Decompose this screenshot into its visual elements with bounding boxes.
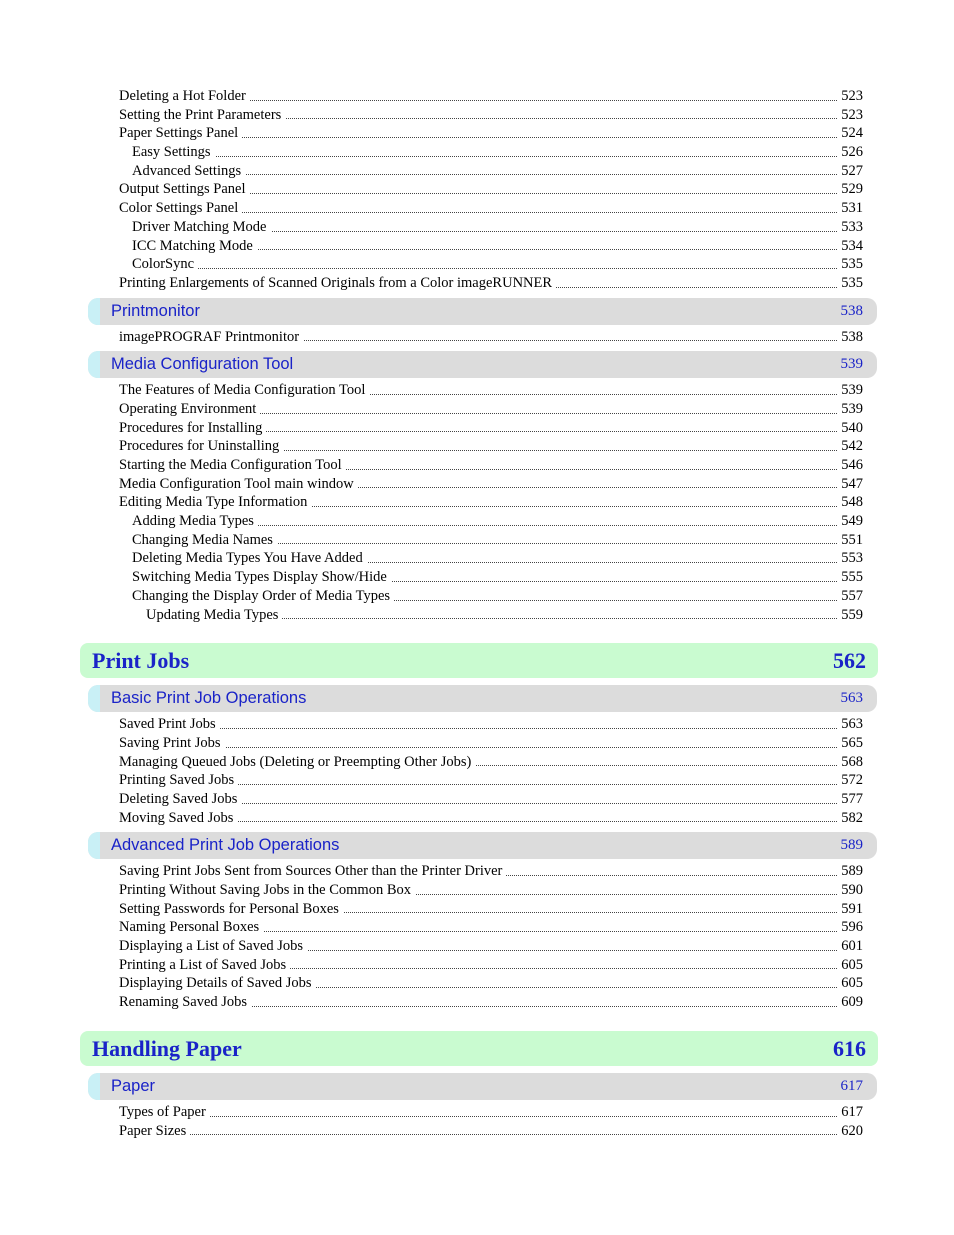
- toc-entry[interactable]: [119, 1122, 863, 1141]
- toc-entry[interactable]: [132, 237, 863, 256]
- toc-entry[interactable]: [119, 475, 863, 494]
- toc-entry[interactable]: [119, 771, 863, 790]
- toc-entry-title: ICC Matching Mode: [132, 238, 257, 254]
- toc-entry-page: 555: [837, 568, 863, 587]
- toc-entry-page: 620: [837, 1122, 863, 1141]
- toc-entry-page: 557: [837, 587, 863, 606]
- section-page: 538: [840, 302, 863, 319]
- toc-entry-page: 535: [837, 274, 863, 293]
- section-title: Paper: [111, 1076, 156, 1095]
- toc-entry-page: 539: [837, 381, 863, 400]
- section-title: Media Configuration Tool: [111, 355, 294, 374]
- toc-entry-page: 535: [837, 255, 863, 274]
- toc-entry[interactable]: [119, 274, 863, 293]
- toc-entry-title: Printing a List of Saved Jobs: [119, 957, 290, 973]
- toc-entry-title: Adding Media Types: [132, 513, 258, 529]
- toc-entry-page: 549: [837, 512, 863, 531]
- toc-entry[interactable]: [132, 255, 863, 274]
- toc-entry[interactable]: [132, 143, 863, 162]
- toc-entry-title: Naming Personal Boxes: [119, 919, 263, 935]
- toc-entry[interactable]: [119, 87, 863, 106]
- toc-entry[interactable]: [119, 381, 863, 400]
- toc-entry-title: Deleting Media Types You Have Added: [132, 550, 367, 566]
- toc-entry-page: 538: [837, 328, 863, 347]
- toc-entry[interactable]: [119, 974, 863, 993]
- toc-entry[interactable]: [132, 218, 863, 237]
- toc-entry[interactable]: [119, 180, 863, 199]
- toc-entry[interactable]: [119, 419, 863, 438]
- toc-entry-page: 601: [837, 937, 863, 956]
- section-page: 563: [840, 690, 863, 707]
- toc-entry[interactable]: [132, 587, 863, 606]
- chapter-title: Handling Paper: [92, 1035, 242, 1061]
- toc-entry-title: Media Configuration Tool main window: [119, 476, 358, 492]
- toc-entry-title: Changing Media Names: [132, 532, 277, 548]
- toc-entry-title: Output Settings Panel: [119, 181, 249, 197]
- toc-entry-title: Renaming Saved Jobs: [119, 994, 251, 1010]
- toc-entry-page: 540: [837, 419, 863, 438]
- toc-entry-page: 524: [837, 124, 863, 143]
- dot-leader: [119, 1116, 837, 1117]
- toc-entry-page: 568: [837, 753, 863, 772]
- section-heading[interactable]: [88, 832, 877, 859]
- section-edge-tab: [88, 832, 100, 859]
- section-edge-tab: [88, 351, 100, 378]
- toc-entry-title: Saving Print Jobs: [119, 735, 225, 751]
- toc-entry-title: Operating Environment: [119, 401, 260, 417]
- toc-entry[interactable]: [119, 753, 863, 772]
- toc-entry[interactable]: [119, 790, 863, 809]
- toc-entry-title: Easy Settings: [132, 144, 215, 160]
- toc-entry[interactable]: [132, 162, 863, 181]
- toc-entry-page: 605: [837, 956, 863, 975]
- section-edge-tab: [88, 685, 100, 712]
- toc-entry[interactable]: [132, 549, 863, 568]
- toc-entry[interactable]: [146, 606, 863, 625]
- toc-entry-title: ColorSync: [132, 256, 198, 272]
- toc-entry[interactable]: [119, 809, 863, 828]
- toc-entry[interactable]: [119, 918, 863, 937]
- toc-entry-page: 563: [837, 715, 863, 734]
- toc-entry-page: 534: [837, 237, 863, 256]
- toc-entry[interactable]: [132, 512, 863, 531]
- toc-entry-title: The Features of Media Configuration Tool: [119, 382, 369, 398]
- toc-entry-page: 582: [837, 809, 863, 828]
- toc-entry-page: 589: [837, 862, 863, 881]
- toc-entry-page: 605: [837, 974, 863, 993]
- toc-entry-page: 577: [837, 790, 863, 809]
- toc-entry-title: Moving Saved Jobs: [119, 810, 237, 826]
- chapter-page: 562: [833, 648, 866, 674]
- toc-entry[interactable]: [119, 493, 863, 512]
- toc-entry-title: Printing Saved Jobs: [119, 772, 238, 788]
- toc-entry[interactable]: [119, 900, 863, 919]
- dot-leader: [119, 1134, 837, 1135]
- toc-entry-title: Procedures for Uninstalling: [119, 438, 283, 454]
- toc-entry-page: 526: [837, 143, 863, 162]
- toc-entry[interactable]: [119, 437, 863, 456]
- toc-entry-title: Types of Paper: [119, 1104, 210, 1120]
- toc-entry-title: Paper Settings Panel: [119, 125, 242, 141]
- toc-entry[interactable]: [119, 937, 863, 956]
- section-heading[interactable]: [88, 1073, 877, 1100]
- toc-entry[interactable]: [119, 124, 863, 143]
- toc-entry-title: Updating Media Types: [146, 607, 282, 623]
- chapter-heading[interactable]: [80, 643, 878, 678]
- toc-entry[interactable]: [119, 456, 863, 475]
- toc-entry-page: 596: [837, 918, 863, 937]
- dot-leader: [132, 156, 837, 157]
- toc-entry[interactable]: [119, 328, 863, 347]
- toc-entry-page: 539: [837, 400, 863, 419]
- toc-entry-title: Displaying a List of Saved Jobs: [119, 938, 307, 954]
- toc-entry-page: 565: [837, 734, 863, 753]
- chapter-title: Print Jobs: [92, 648, 190, 674]
- toc-entry-title: Deleting a Hot Folder: [119, 88, 250, 104]
- toc-entry-title: Changing the Display Order of Media Types: [132, 588, 394, 604]
- toc-entry-title: Advanced Settings: [132, 163, 245, 179]
- toc-entry-title: Saving Print Jobs Sent from Sources Other than the Printer Driver: [119, 863, 506, 879]
- dot-leader: [132, 268, 837, 269]
- toc-entry-title: Displaying Details of Saved Jobs: [119, 975, 316, 991]
- toc-entry-page: 591: [837, 900, 863, 919]
- toc-entry-page: 609: [837, 993, 863, 1012]
- toc-entry[interactable]: [119, 1103, 863, 1122]
- section-edge-tab: [88, 298, 100, 325]
- toc-entry[interactable]: [132, 531, 863, 550]
- toc-entry[interactable]: [119, 400, 863, 419]
- toc-entry-title: Setting Passwords for Personal Boxes: [119, 901, 343, 917]
- section-heading[interactable]: [88, 685, 877, 712]
- toc-entry-title: Deleting Saved Jobs: [119, 791, 241, 807]
- toc-entry[interactable]: [119, 715, 863, 734]
- toc-entry-title: Setting the Print Parameters: [119, 107, 285, 123]
- toc-entry-page: 553: [837, 549, 863, 568]
- toc-entry-title: Paper Sizes: [119, 1123, 190, 1139]
- toc-entry-title: Managing Queued Jobs (Deleting or Preempting Other Jobs): [119, 754, 475, 770]
- toc-entry[interactable]: [132, 568, 863, 587]
- section-page: 539: [840, 356, 863, 373]
- toc-entry-title: Printing Enlargements of Scanned Originals from a Color imageRUNNER: [119, 275, 556, 291]
- chapter-heading[interactable]: [80, 1031, 878, 1066]
- toc-entry-page: 551: [837, 531, 863, 550]
- section-heading[interactable]: [88, 298, 877, 325]
- section-title: Advanced Print Job Operations: [111, 836, 340, 855]
- toc-entry[interactable]: [119, 956, 863, 975]
- section-heading[interactable]: [88, 351, 877, 378]
- toc-entry-page: 559: [837, 606, 863, 625]
- toc-entry-page: 529: [837, 180, 863, 199]
- toc-entry[interactable]: [119, 862, 863, 881]
- chapter-page: 616: [833, 1035, 866, 1061]
- toc-entry-page: 527: [837, 162, 863, 181]
- section-page: 617: [840, 1077, 863, 1094]
- toc-entry[interactable]: [119, 993, 863, 1012]
- toc-entry[interactable]: [119, 106, 863, 125]
- toc-entry-title: Printing Without Saving Jobs in the Common Box: [119, 882, 415, 898]
- toc-entry-page: 533: [837, 218, 863, 237]
- section-edge-tab: [88, 1073, 100, 1100]
- toc-entry-page: 523: [837, 87, 863, 106]
- section-title: Basic Print Job Operations: [111, 689, 307, 708]
- toc-entry-title: Switching Media Types Display Show/Hide: [132, 569, 391, 585]
- toc-entry-title: imagePROGRAF Printmonitor: [119, 329, 303, 345]
- toc-entry-title: Editing Media Type Information: [119, 494, 311, 510]
- section-page: 589: [840, 837, 863, 854]
- toc-entry[interactable]: [119, 199, 863, 218]
- toc-entry-page: 523: [837, 106, 863, 125]
- toc-entry-page: 542: [837, 437, 863, 456]
- toc-entry[interactable]: [119, 881, 863, 900]
- toc-entry-page: 531: [837, 199, 863, 218]
- dot-leader: [119, 728, 837, 729]
- toc-entry-page: 547: [837, 475, 863, 494]
- section-title: Printmonitor: [111, 301, 200, 320]
- toc-entry[interactable]: [119, 734, 863, 753]
- toc-entry-page: 572: [837, 771, 863, 790]
- dot-leader: [119, 747, 837, 748]
- toc-entry-page: 590: [837, 881, 863, 900]
- toc-entry-title: Saved Print Jobs: [119, 716, 220, 732]
- toc-entry-title: Color Settings Panel: [119, 200, 242, 216]
- toc-entry-title: Driver Matching Mode: [132, 219, 271, 235]
- toc-entry-page: 617: [837, 1103, 863, 1122]
- toc-entry-title: Procedures for Installing: [119, 420, 266, 436]
- toc-entry-page: 548: [837, 493, 863, 512]
- toc-entry-page: 546: [837, 456, 863, 475]
- toc-entry-title: Starting the Media Configuration Tool: [119, 457, 346, 473]
